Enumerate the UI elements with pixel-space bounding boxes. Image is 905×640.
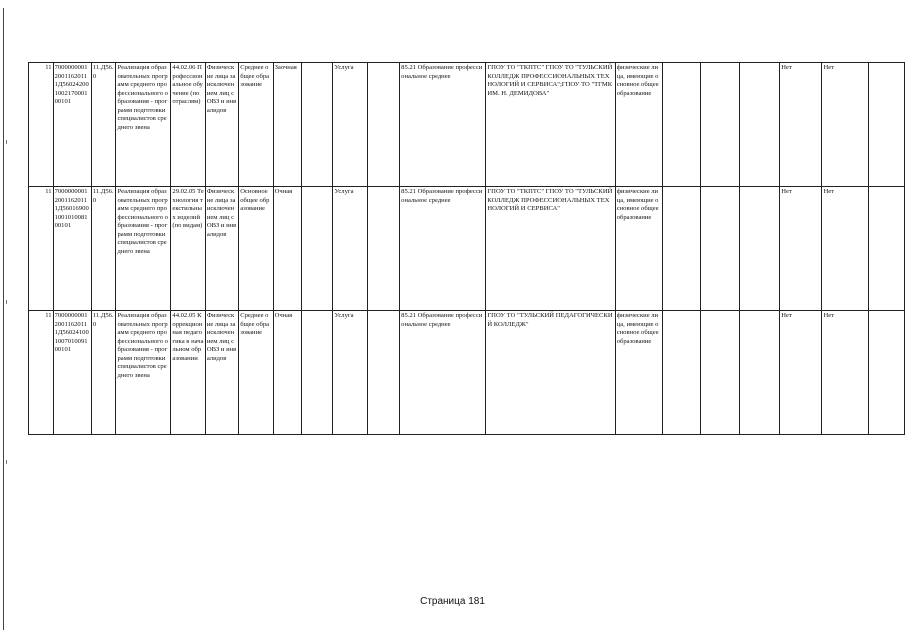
consumers: физические лица, имеющие основное общее образование	[615, 311, 662, 435]
row-number: 11	[29, 187, 54, 311]
table-row	[29, 311, 905, 435]
education-basis: Среднее общее образование	[239, 311, 273, 435]
empty-cell	[700, 63, 739, 187]
flag-cell: Нет	[780, 187, 822, 311]
flag-cell: Нет	[822, 63, 868, 187]
okved-code: 85.21 Образование профессиональное среднее	[400, 187, 486, 311]
empty-cell	[662, 187, 700, 311]
left-margin-tick	[6, 460, 7, 464]
empty-cell	[367, 187, 399, 311]
study-form: Очная	[273, 187, 302, 311]
row-number: 11	[29, 311, 54, 435]
specialty: 29.02.05 Технология текстильных изделий (по видам)	[171, 187, 205, 311]
empty-cell	[662, 63, 700, 187]
flag-cell: Нет	[822, 311, 868, 435]
table-row	[29, 63, 905, 187]
services-registry-table	[28, 62, 905, 435]
page-number: Страница 181	[420, 596, 485, 607]
flag-cell: Нет	[822, 187, 868, 311]
service-type: Услуга	[333, 187, 367, 311]
service-name: Реализация образовательных программ среднего профессионального образования - программ подготовки специалистов среднего звена	[116, 63, 171, 187]
empty-cell	[367, 63, 399, 187]
empty-cell	[662, 311, 700, 435]
consumer-category: Физические лица за исключением лиц с ОВЗ и инвалидов	[205, 63, 238, 187]
education-basis: Среднее общее образование	[239, 63, 273, 187]
empty-cell	[868, 187, 904, 311]
study-form: Заочная	[273, 63, 302, 187]
consumers: физические лица, имеющие основное общее образование	[615, 187, 662, 311]
row-number: 11	[29, 63, 54, 187]
consumers: физические лица, имеющие основное общее образование	[615, 63, 662, 187]
left-margin-tick	[6, 300, 7, 304]
study-form: Очная	[273, 311, 302, 435]
flag-cell: Нет	[780, 311, 822, 435]
service-kind-code: 11.Д56.0	[91, 63, 116, 187]
flag-cell: Нет	[780, 63, 822, 187]
empty-cell	[700, 187, 739, 311]
institution-list: ГПОУ ТО "ТКПТС" ГПОУ ТО "ТУЛЬСКИЙ КОЛЛЕДЖ ПРОФЕССИОНАЛЬНЫХ ТЕХНОЛОГИЙ И СЕРВИСА"	[486, 187, 615, 311]
empty-cell	[740, 63, 780, 187]
empty-cell	[700, 311, 739, 435]
okved-code: 85.21 Образование профессиональное среднее	[400, 63, 486, 187]
institution-list: ГПОУ ТО "ТУЛЬСКИЙ ПЕДАГОГИЧЕСКИЙ КОЛЛЕДЖ"	[486, 311, 615, 435]
empty-cell	[367, 311, 399, 435]
service-type: Услуга	[333, 63, 367, 187]
left-margin-tick	[6, 140, 7, 144]
empty-cell	[868, 311, 904, 435]
service-kind-code: 11.Д56.0	[91, 187, 116, 311]
education-basis: Основное общее образование	[239, 187, 273, 311]
left-margin-line	[3, 8, 4, 630]
registry-code: 700000000120011620111Д56024200100217000100101	[53, 63, 91, 187]
specialty: 44.02.05 Коррекционная педагогика в начальном образовании	[171, 311, 205, 435]
empty-cell	[868, 63, 904, 187]
empty-cell	[740, 187, 780, 311]
service-type: Услуга	[333, 311, 367, 435]
consumer-category: Физические лица за исключением лиц с ОВЗ и инвалидов	[205, 311, 238, 435]
institution-list: ГПОУ ТО "ТКПТС" ГПОУ ТО "ТУЛЬСКИЙ КОЛЛЕДЖ ПРОФЕССИОНАЛЬНЫХ ТЕХНОЛОГИЙ И СЕРВИСА";ГПОУ ТО "ТГМК ИМ. Н. ДЕМИДОВА"	[486, 63, 615, 187]
service-name: Реализация образовательных программ среднего профессионального образования - программ подготовки специалистов среднего звена	[116, 311, 171, 435]
service-name: Реализация образовательных программ среднего профессионального образования - программ подготовки специалистов среднего звена	[116, 187, 171, 311]
okved-code: 85.21 Образование профессиональное среднее	[400, 311, 486, 435]
registry-code: 700000000120011620111Д56016900100101008100101	[53, 187, 91, 311]
specialty: 44.02.06 Профессиональное обучение (по отраслям)	[171, 63, 205, 187]
empty-cell	[302, 311, 333, 435]
empty-cell	[302, 63, 333, 187]
registry-code: 700000000120011620111Д56024100100701009100101	[53, 311, 91, 435]
empty-cell	[302, 187, 333, 311]
service-kind-code: 11.Д56.0	[91, 311, 116, 435]
empty-cell	[740, 311, 780, 435]
consumer-category: Физические лица за исключением лиц с ОВЗ и инвалидов	[205, 187, 238, 311]
table-row	[29, 187, 905, 311]
